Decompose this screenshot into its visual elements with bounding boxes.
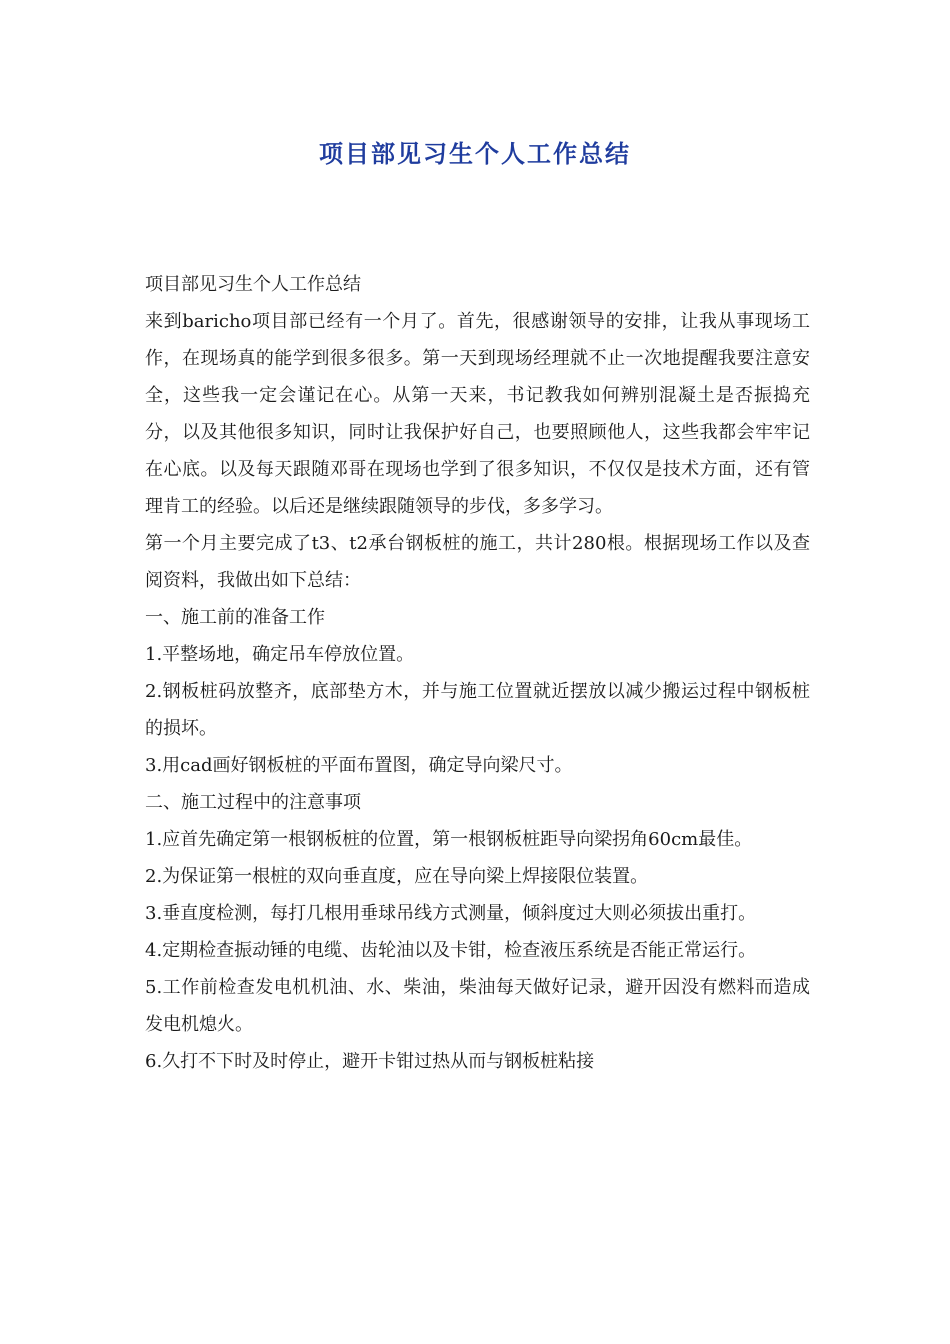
document-title: 项目部见习生个人工作总结: [319, 140, 631, 168]
list-item: 2.钢板桩码放整齐，底部垫方木，并与施工位置就近摆放以减少搬运过程中钢板桩的损坏。: [145, 681, 810, 739]
list-item: 3.垂直度检测，每打几根用垂球吊线方式测量，倾斜度过大则必须拔出重打。: [145, 903, 757, 924]
paragraph-heading: 项目部见习生个人工作总结: [145, 274, 361, 295]
section-heading-precautions: 二、施工过程中的注意事项: [145, 792, 361, 813]
list-item: 1.平整场地，确定吊车停放位置。: [145, 644, 415, 665]
paragraph-summary: 第一个月主要完成了t3、t2承台钢板桩的施工，共计280根。根据现场工作以及查阅资料，我做出如下总结：: [145, 533, 810, 591]
list-item: 4.定期检查振动锤的电缆、齿轮油以及卡钳，检查液压系统是否能正常运行。: [145, 940, 757, 961]
list-item: 1.应首先确定第一根钢板桩的位置，第一根钢板桩距导向梁拐角60cm最佳。: [145, 829, 753, 850]
list-item: 2.为保证第一根桩的双向垂直度，应在导向梁上焊接限位装置。: [145, 866, 649, 887]
list-item: 6.久打不下时及时停止，避开卡钳过热从而与钢板桩粘接: [145, 1051, 595, 1072]
paragraph-intro: 来到baricho项目部已经有一个月了。首先，很感谢领导的安排，让我从事现场工作，在现场真的能学到很多很多。第一天到现场经理就不止一次地提醒我要注意安全，这些我一定会谨记在心。从第一天来，书记教我如何辨别混凝土是否振捣充分，以及其他很多知识，同时让我保护好自己，也要照顾他人，这些我都会牢牢记在心底。以及每天跟随邓哥在现场也学到了很多知识，不仅仅是技术方面，还有管理肯工的经验。以后还是继续跟随领导的步伐，多多学习。: [145, 311, 810, 517]
list-item: 3.用cad画好钢板桩的平面布置图，确定导向梁尺寸。: [145, 755, 573, 776]
document-body: [145, 266, 810, 1080]
list-item: 5.工作前检查发电机机油、水、柴油，柴油每天做好记录，避开因没有燃料而造成发电机熄火。: [145, 977, 810, 1035]
section-heading-preparation: 一、施工前的准备工作: [145, 607, 325, 628]
